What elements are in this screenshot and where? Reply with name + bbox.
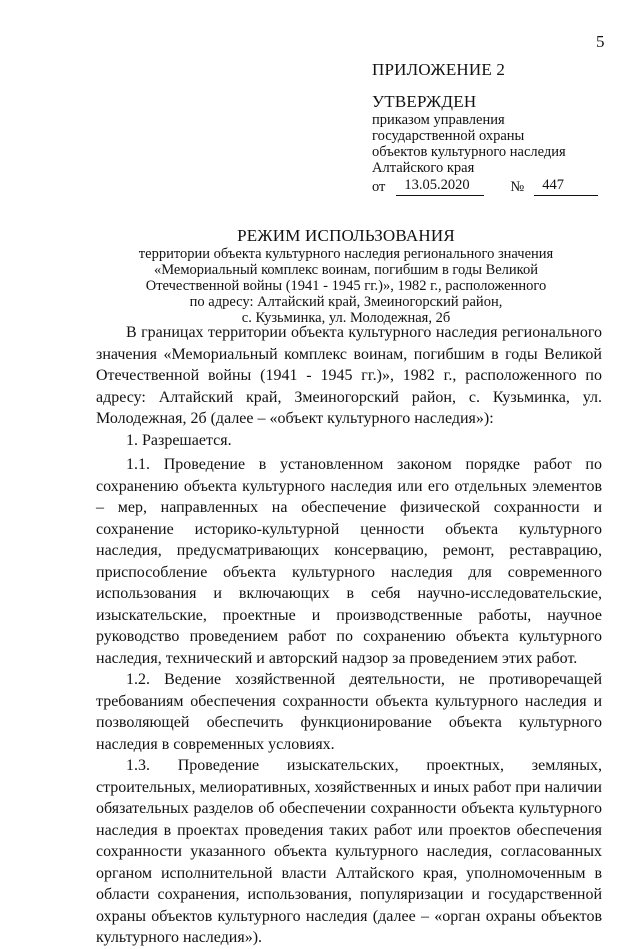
mode-subtitle-line: по адресу: Алтайский край, Змеиногорский район, [189, 294, 503, 310]
item-1-2: 1.2. Ведение хозяйственной деятельности, не противоречащей требованиям обеспечения сохранности объекта культурного наследия и позволяющей обеспечить функционирование объекта культурного наследия в современных условиях. [96, 671, 602, 753]
approved-heading: УТВЕРЖДЕН [372, 92, 477, 111]
mode-subtitle-line: территории объекта культурного наследия регионального значения [138, 246, 554, 262]
order-date: 13.05.2020 [396, 177, 484, 196]
mode-heading-block [96, 226, 596, 326]
item-1-1: 1.1. Проведение в установленном законом порядке работ по сохранению объекта культурного наследия или его отдельных элементов – мер, направленных на обеспечение физической сохранности и сохранение историко-культурной ценности объекта культурного наследия, предусматривающих консервацию, ремонт, реставрацию, приспособление объекта культурного наследия для современного использования и включающих в себя научно-исследовательские, изыскательские, проектные и производственные работы, научное руководство проведением работ по сохранению объекта культурного наследия, технический и авторский надзор за проведением этих работ. [96, 456, 602, 667]
order-line: приказом управления [372, 112, 505, 128]
document-body [96, 322, 602, 949]
mode-subtitle-line: «Мемориальный комплекс воинам, погибшим в годы Великой [153, 262, 538, 278]
order-line: Алтайского края [372, 160, 475, 176]
mode-subtitle-line: с. Кузьминка, ул. Молодежная, 2б [241, 310, 451, 326]
order-line: объектов культурного наследия [372, 144, 566, 160]
order-number: 447 [534, 177, 598, 196]
order-date-row [372, 176, 612, 196]
section-heading: 1. Разрешается. [126, 431, 232, 449]
section-items [96, 454, 602, 949]
mode-title: РЕЖИМ ИСПОЛЬЗОВАНИЯ [237, 226, 455, 245]
number-label: № [510, 179, 525, 195]
appendix-title: ПРИЛОЖЕНИЕ 2 [372, 60, 506, 79]
item-1-3: 1.3. Проведение изыскательских, проектных, земляных, строительных, мелиоративных, хозяйственных и иных работ при наличии обязательных разделов об обеспечении сохранности объекта культурного наследия в проектах проведения таких работ или проектов обеспечения сохранности указанного объекта культурного наследия, согласованных органом исполнительной власти Алтайского края, уполномоченным в области сохранения, использования, популяризации и государственной охраны объектов культурного наследия (далее – «орган охраны объектов культурного наследия»). [96, 757, 602, 946]
order-line: государственной охраны [372, 128, 525, 144]
intro-paragraph: В границах территории объекта культурного наследия регионального значения «Мемориальный комплекс воинам, погибшим в годы Великой Отечественной войны (1941 - 1945 гг.)», 1982 г., расположенного по адресу: Алтайский край, Змеиногорский район, с. Кузьминка, ул. Молодежная, 2б (далее – «объект культурного наследия»): [96, 324, 602, 427]
approval-block [372, 60, 612, 196]
page-number: 5 [596, 32, 605, 51]
mode-subtitle-line: Отечественной войны (1941 - 1945 гг.)», 1982 г., расположенного [145, 278, 547, 294]
from-label: от [372, 179, 386, 195]
